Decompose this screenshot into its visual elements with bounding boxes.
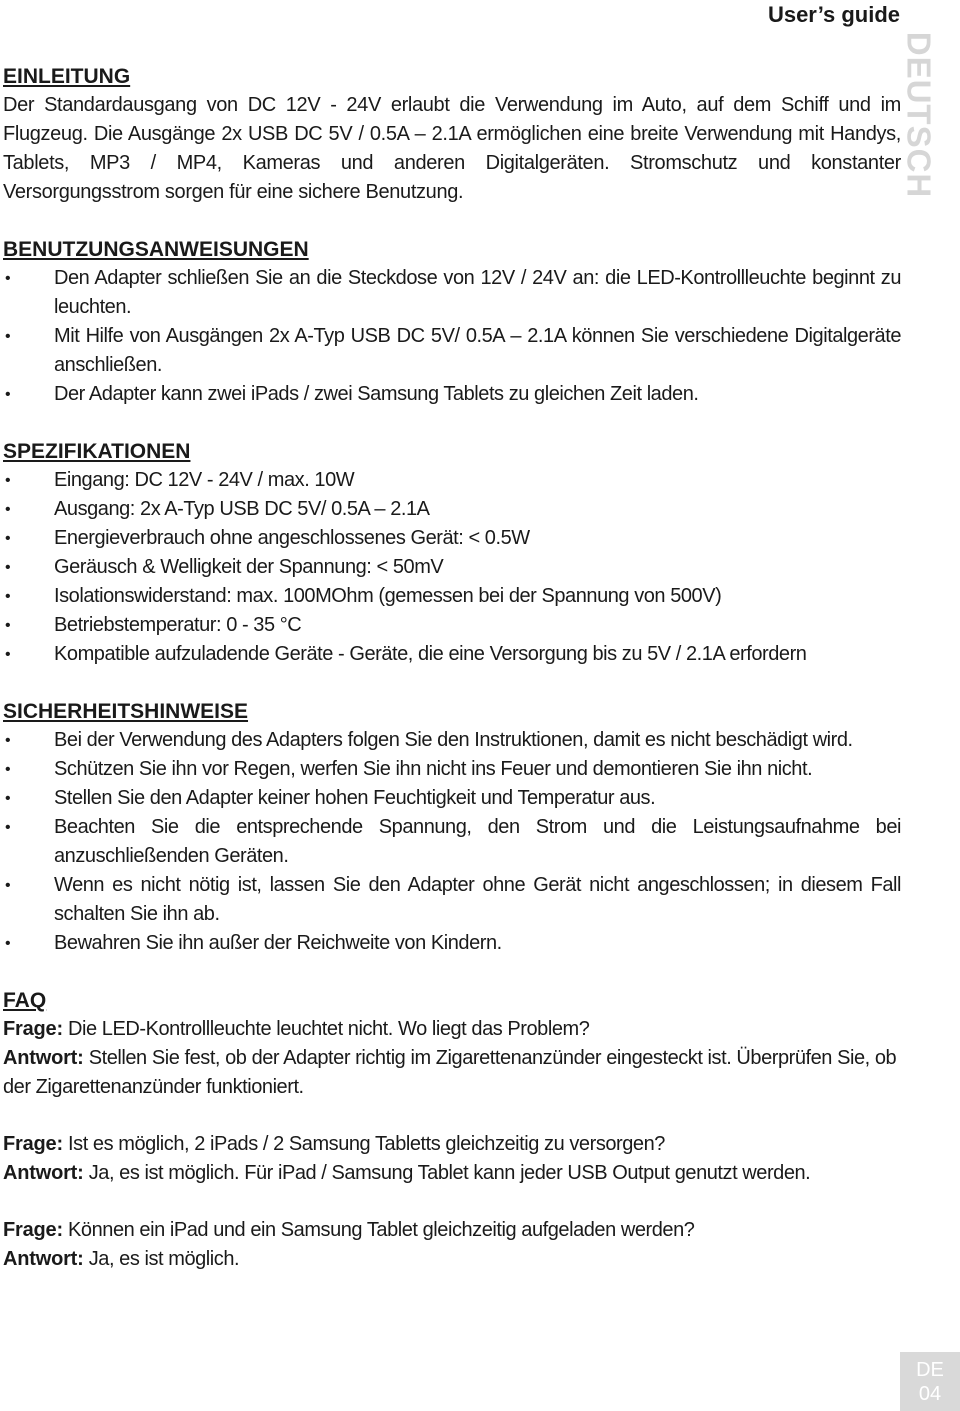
faq-answer — [3, 1044, 901, 1102]
answer-text: Ja, es ist möglich. Für iPad / Samsung Tablet kann jeder USB Output genutzt werden. — [83, 1162, 811, 1184]
usage-list — [3, 264, 901, 409]
language-label: DEUTSCH — [900, 31, 938, 199]
question-text: Ist es möglich, 2 iPads / 2 Samsung Tabletts gleichzeitig zu versorgen? — [62, 1133, 665, 1155]
heading-safety: SICHERHEITSHINWEISE — [3, 700, 249, 723]
list-item: • Beachten Sie die entsprechende Spannung, den Strom und die Leistungsaufnahme bei anzuschließenden Geräten. — [3, 813, 901, 871]
list-item: • Betriebstemperatur: 0 - 35 °C — [3, 611, 901, 640]
question-label: Frage: — [3, 1219, 63, 1241]
specifications-list — [3, 466, 901, 669]
list-item: • Mit Hilfe von Ausgängen 2x A-Typ USB DC 5V/ 0.5A – 2.1A können Sie verschiedene Digitalgeräte anschließen. — [3, 322, 901, 380]
faq-question — [3, 1015, 901, 1044]
question-label: Frage: — [3, 1133, 63, 1155]
list-item: • Bewahren Sie ihn außer der Reichweite von Kindern. — [3, 929, 901, 958]
list-item: • Bei der Verwendung des Adapters folgen Sie den Instruktionen, damit es nicht beschädigt wird. — [3, 726, 901, 755]
list-item: • Schützen Sie ihn vor Regen, werfen Sie ihn nicht ins Feuer und demontieren Sie ihn nicht. — [3, 755, 901, 784]
question-label: Frage: — [3, 1018, 63, 1040]
introduction-text: Der Standardausgang von DC 12V - 24V erlaubt die Verwendung im Auto, auf dem Schiff und im Flugzeug. Die Ausgänge 2x USB DC 5V / 0.5A – 2.1A ermöglichen eine breite Verwendung mit Handys, Tablets, MP3 / MP4, Kameras und anderen Digitalgeräten. Stromschutz und konstanter Versorgungsstrom sorgen für eine sichere Benutzung. — [3, 94, 901, 203]
heading-specifications: SPEZIFIKATIONEN — [3, 440, 191, 463]
answer-text: Stellen Sie fest, ob der Adapter richtig im Zigarettenanzünder eingesteckt ist. Überprüfen Sie, ob der Zigarettenanzünder funktioniert. — [3, 1047, 897, 1098]
list-item: • Eingang: DC 12V - 24V / max. 10W — [3, 466, 901, 495]
answer-label: Antwort: — [3, 1162, 84, 1184]
faq-question — [3, 1216, 901, 1245]
question-text: Können ein iPad und ein Samsung Tablet gleichzeitig aufgeladen werden? — [62, 1219, 695, 1241]
faq-answer — [3, 1159, 901, 1188]
heading-introduction: EINLEITUNG — [3, 65, 131, 88]
list-item: • Wenn es nicht nötig ist, lassen Sie den Adapter ohne Gerät nicht angeschlossen; in diesem Fall schalten Sie ihn ab. — [3, 871, 901, 929]
answer-label: Antwort: — [3, 1047, 84, 1069]
list-item: • Isolationswiderstand: max. 100MOhm (gemessen bei der Spannung von 500V) — [3, 582, 901, 611]
heading-faq: FAQ — [3, 989, 47, 1012]
answer-text: Ja, es ist möglich. — [83, 1248, 240, 1270]
section-usage — [3, 235, 901, 409]
list-item: • Kompatible aufzuladende Geräte - Geräte, die eine Versorgung bis zu 5V / 2.1A erfordern — [3, 640, 901, 669]
safety-list — [3, 726, 901, 958]
faq-question — [3, 1130, 901, 1159]
guide-title: User’s guide — [767, 2, 900, 27]
heading-usage: BENUTZUNGSANWEISUNGEN — [3, 238, 309, 261]
page-number: 04 — [918, 1382, 942, 1405]
page-language-code: DE — [916, 1358, 944, 1381]
section-safety — [3, 697, 901, 958]
list-item: • Der Adapter kann zwei iPads / zwei Samsung Tablets zu gleichen Zeit laden. — [3, 380, 901, 409]
list-item: • Geräusch & Welligkeit der Spannung: < 50mV — [3, 553, 901, 582]
list-item: • Stellen Sie den Adapter keiner hohen Feuchtigkeit und Temperatur aus. — [3, 784, 901, 813]
answer-label: Antwort: — [3, 1248, 84, 1270]
page-number-badge — [900, 1352, 960, 1411]
document-body — [3, 62, 901, 1274]
faq-answer — [3, 1245, 901, 1274]
section-specifications — [3, 437, 901, 669]
section-faq — [3, 986, 901, 1274]
list-item: • Den Adapter schließen Sie an die Steckdose von 12V / 24V an: die LED-Kontrollleuchte beginnt zu leuchten. — [3, 264, 901, 322]
section-introduction — [3, 62, 901, 207]
list-item: • Energieverbrauch ohne angeschlossenes Gerät: < 0.5W — [3, 524, 901, 553]
list-item: • Ausgang: 2x A-Typ USB DC 5V/ 0.5A – 2.1A — [3, 495, 901, 524]
question-text: Die LED-Kontrollleuchte leuchtet nicht. Wo liegt das Problem? — [62, 1018, 590, 1040]
